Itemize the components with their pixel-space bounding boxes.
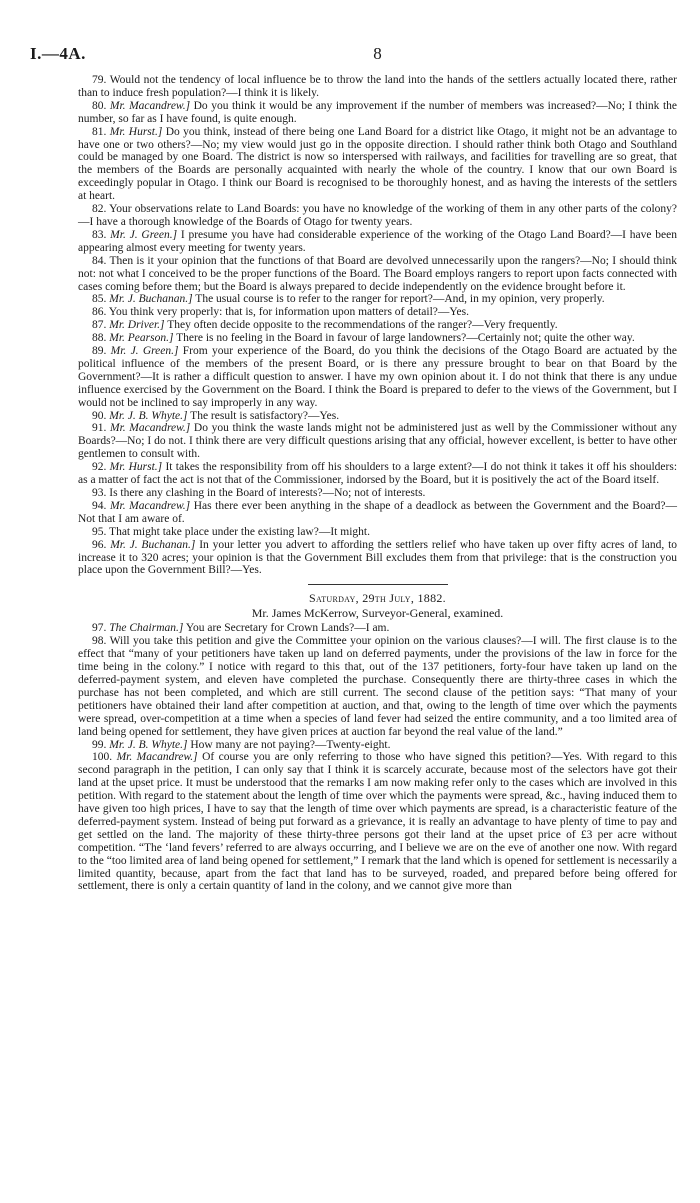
testimony-paragraph (78, 539, 677, 578)
testimony-paragraph (78, 410, 677, 423)
speaker-name: Mr. Pearson.] (109, 332, 174, 345)
question-text: 88. (92, 332, 107, 345)
testimony-paragraph (78, 293, 677, 306)
question-answer-text: Do you think the waste lands might not be administered just as well by the Commissioner without any Boards?—No; I do not. I think there are very difficult questions arising that any official, however excellent, is better to have other gentlemen to consult with. (78, 422, 678, 461)
testimony-paragraph (78, 203, 677, 229)
question-text: 97. (92, 622, 107, 635)
testimony-paragraph (78, 526, 677, 539)
speaker-name: Mr. J. Buchanan.] (110, 538, 196, 551)
question-text: 99. (92, 738, 107, 751)
speaker-name: Mr. J. B. Whyte.] (109, 738, 188, 751)
testimony-paragraph (78, 345, 677, 410)
testimony-paragraph (78, 751, 677, 893)
testimony-block-1 (78, 74, 677, 577)
question-text: 83. (92, 228, 107, 241)
document-reference: I.—4A. (30, 44, 86, 63)
question-answer-text: From your experience of the Board, do you think the decisions of the Otago Board are actuated by the political influence of the members of the present Board, or is there any pressure brought to bear on that Board by the Government?—It is rather a difficult question to answer. I have my own opinion about it. I do not think that there is any undue influence exercised by the Government on the Board. I think the Board is prepared to defer to the views of the Government, but I would not be inclined to say improperly in any way. (78, 345, 678, 409)
testimony-paragraph (78, 229, 677, 255)
question-answer-text: It takes the responsibility from off his shoulders to a large extent?—I do not think it takes it off his shoulders: as a matter of fact the act is not that of the Commissioner, indorsed by the Board, but it is positively the act of the Board itself. (78, 461, 678, 487)
testimony-paragraph (78, 500, 677, 526)
speaker-name: Mr. J. B. Whyte.] (109, 409, 188, 422)
witness-line: Mr. James McKerrow, Surveyor-General, examined. (251, 606, 504, 621)
speaker-name: Mr. Hurst.] (109, 125, 163, 138)
question-text: 92. (92, 461, 107, 474)
question-text: 100. (92, 751, 113, 764)
testimony-paragraph (78, 74, 677, 100)
question-text: 79. Would not the tendency of local influence be to throw the land into the hands of the settlers actually located there, rather than to induce fresh population?—I think it is likely. (78, 74, 677, 99)
speaker-name: Mr. Macandrew.] (110, 422, 191, 435)
testimony-paragraph (78, 255, 677, 294)
question-text: 80. (92, 99, 107, 112)
question-answer-text: Do you think, instead of there being one Land Board for a district like Otago, it might not be an advantage to have one or two others?—No; my view would just go in the opposite direction. I should rather think both Otago and Southland could be managed by one Board. The district is now so interspersed with railways, and facilities for travelling are so great, that the members of the Boards are personally acquainted with nearly the whole of the country. I know that our own Board is exceedingly popular in Otago. I think our Board is recognised to be thoroughly honest, and as having the interests of the settlers at heart. (78, 125, 678, 203)
question-text: 87. (92, 319, 107, 332)
session-date: Saturday, 29th July, 1882. (309, 591, 446, 606)
testimony-paragraph (78, 306, 677, 319)
testimony-paragraph (78, 332, 677, 345)
question-text: 96. (92, 538, 107, 551)
testimony-paragraph (78, 126, 677, 203)
speaker-name: Mr. J. Green.] (110, 345, 179, 358)
question-text: 98. Will you take this petition and give the Committee your opinion on the various clauses?—I will. The first clause is to the effect that “many of your petitioners have taken up land on deferred payments, under the provisions of the law in force for the time being in the colony.” I notice with regard to this that, out of the 137 petitioners, forty-four have taken up land on the deferred-payment system, and eleven have completed the purchase. Consequently there are thirty-three cases in which the purchase has not been completed, and which are still current. The second clause of the petition says: “That many of your petitioners have obtained their land after competition at auction, and that, owing to the length of time over which the payments were spread, over-competition at a time when a species of land fever had seized the entire community, and a too limited area of land being opened for settlement, they have given prices at auction far beyond the real value of the land.” (78, 635, 677, 738)
section-divider (308, 584, 448, 585)
question-answer-text: In your letter you advert to affording the settlers relief who have taken up over fifty acres of land, to increase it to 320 acres; your opinion is that the Government Bill excludes them from that privilege: that is the construction you place upon the Government Bill?—Yes. (78, 538, 678, 577)
question-answer-text: Of course you are only referring to those who have signed this petition?—Yes. With regard to this second paragraph in the petition, I can only say that I think it is scarcely accurate, because most of the selectors have got their land at the upset price. It must be understood that the remarks I am now making refer only to the cases which are involved in this petition. With regard to the statement about the length of time over which the payments were spread, &c., having induced them to have given too high prices, I have to say that the length of time over which payments are spread, is a characteristic feature of the deferred-payment system. Instead of being put forward as a grievance, it is really an advantage to have plenty of time to pay and get settled on the land. The majority of these thirty-three persons got their land at the upset price of £3 per acre without competition. “The ‘land fevers’ referred to are always occurring, and I believe we are on the eve of another one now. With regard to the “too limited area of land being opened for settlement,” I remark that the land which is opened for settlement is necessarily a limited quantity, because, apart from the fact that land has to be surveyed, roaded, and prepared before being offered for settlement, there is only a certain quantity of land in the colony, and we cannot give more than (78, 751, 678, 893)
question-text: 89. (92, 345, 107, 358)
document-page (30, 44, 678, 893)
speaker-name: Mr. Macandrew.] (109, 99, 191, 112)
question-answer-text: You are Secretary for Crown Lands?—I am. (185, 622, 390, 635)
question-text: 94. (92, 499, 107, 512)
testimony-paragraph (78, 422, 677, 461)
question-text: 86. You think very properly: that is, for information upon matters of detail?—Yes. (92, 306, 470, 319)
question-text: 82. Your observations relate to Land Boards: you have no knowledge of the working of them in any other parts of the colony?—I have a thorough knowledge of the Boards of Otago for twenty years. (78, 203, 677, 228)
question-text: 84. Then is it your opinion that the functions of that Board are devolved unnecessarily upon the rangers?—No; I should think not: not what I conceived to be the proper functions of the Board. The Board employs rangers to report upon facts connected with cases coming before them; but the Board is always prepared to decide independently on the evidence brought before it. (78, 254, 677, 293)
speaker-name: Mr. Macandrew.] (116, 751, 198, 764)
testimony-paragraph (78, 100, 677, 126)
speaker-name: Mr. Hurst.] (109, 461, 163, 474)
question-answer-text: Do you think it would be any improvement if the number of members was increased?—No; I think the number, so far as I have found, is quite enough. (78, 99, 677, 125)
testimony-block-2 (78, 622, 677, 893)
question-answer-text: There is no feeling in the Board in favour of large landowners?—Certainly not; quite the other way. (176, 332, 635, 345)
testimony-paragraph (78, 635, 677, 738)
question-text: 93. Is there any clashing in the Board of interests?—No; not of interests. (92, 487, 426, 499)
question-answer-text: The result is satisfactory?—Yes. (190, 409, 340, 422)
question-answer-text: The usual course is to refer to the ranger for report?—And, in my opinion, very properly. (195, 293, 605, 306)
question-text: 81. (92, 125, 107, 138)
question-answer-text: Has there ever been anything in the shape of a deadlock as between the Government and the Board?—Not that I am aware of. (78, 499, 677, 525)
question-answer-text: How many are not paying?—Twenty-eight. (190, 738, 391, 751)
testimony-paragraph (78, 622, 677, 635)
question-text: 91. (92, 422, 107, 435)
testimony-paragraph (78, 487, 677, 500)
speaker-name: The Chairman.] (109, 622, 184, 635)
question-answer-text: They often decide opposite to the recommendations of the ranger?—Very frequently. (167, 319, 558, 332)
speaker-name: Mr. Macandrew.] (109, 499, 191, 512)
page-header (30, 44, 677, 74)
question-text: 95. That might take place under the existing law?—It might. (92, 525, 370, 538)
speaker-name: Mr. J. Buchanan.] (109, 293, 193, 306)
testimony-paragraph (78, 461, 677, 487)
speaker-name: Mr. J. Green.] (110, 228, 178, 241)
question-text: 90. (92, 409, 107, 422)
question-answer-text: I presume you have had considerable experience of the working of the Otago Land Board?—I have been appearing almost every meeting for twenty years. (78, 228, 678, 254)
page-number: 8 (373, 44, 382, 63)
testimony-paragraph (78, 739, 677, 752)
speaker-name: Mr. Driver.] (109, 319, 165, 332)
testimony-paragraph (78, 319, 677, 332)
question-text: 85. (92, 293, 107, 306)
